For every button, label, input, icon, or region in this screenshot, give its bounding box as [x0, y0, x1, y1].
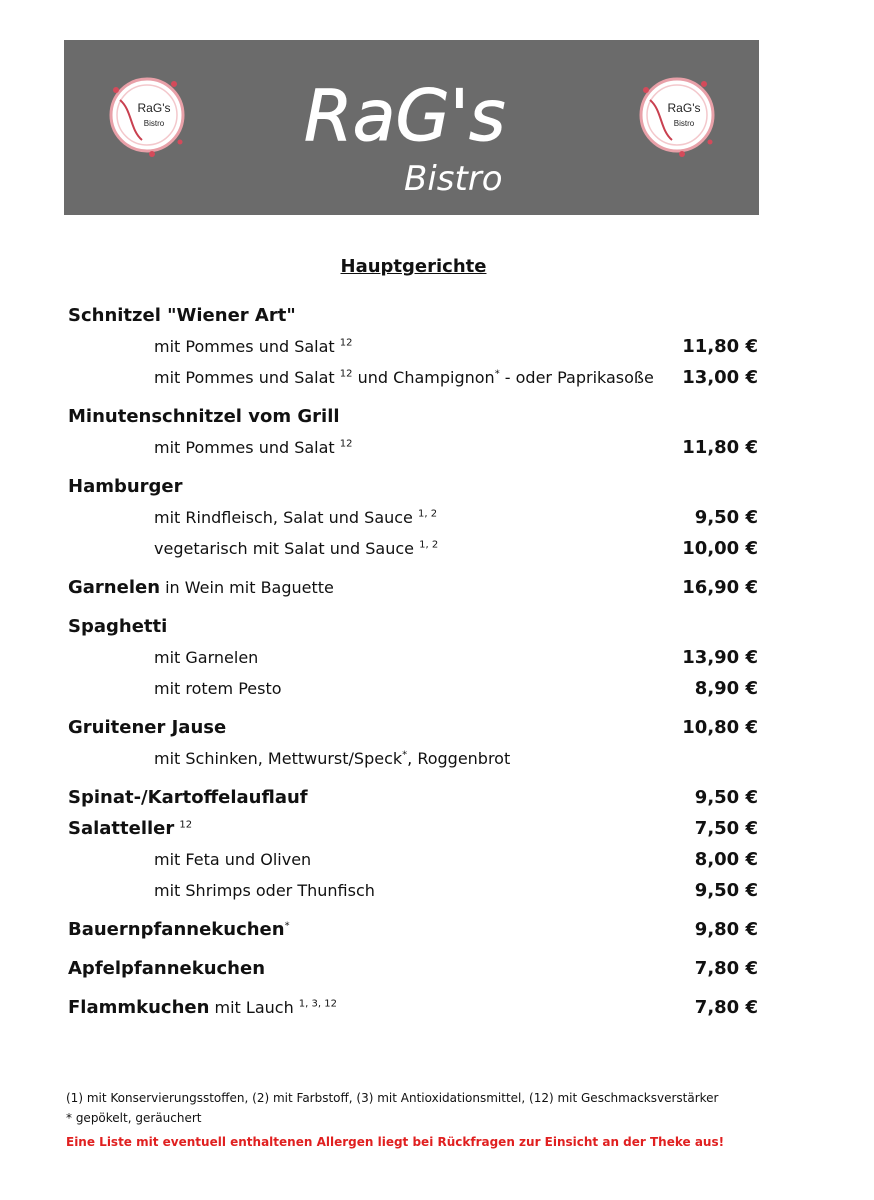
menu-subitem: [68, 875, 758, 906]
menu-item: [68, 300, 758, 331]
menu-item: [68, 813, 758, 844]
footnotes: [66, 1088, 786, 1128]
additive-ref: 1, 3, 12: [298, 998, 337, 1010]
menu-list: [68, 300, 758, 1023]
item-description: mit Lauch: [214, 998, 294, 1017]
subitem-text: mit Schinken, Mettwurst/Speck: [154, 749, 403, 768]
item-price: 10,00 €: [682, 538, 758, 559]
item-name: Spinat-/Kartoffelauflauf: [68, 787, 308, 808]
menu-subitem: [68, 362, 758, 393]
item-price: 9,50 €: [694, 787, 758, 808]
additive-ref-2: *: [494, 368, 500, 380]
item-price: 7,80 €: [694, 997, 758, 1018]
header-banner: [64, 40, 759, 215]
menu-item: [68, 712, 758, 743]
logo-text: RaG's: [304, 75, 506, 157]
item-description: in Wein mit Baguette: [165, 578, 334, 597]
item-price: 8,00 €: [694, 849, 758, 870]
item-name: Minutenschnitzel vom Grill: [68, 406, 340, 427]
menu-item: [68, 992, 758, 1023]
menu-subitem: [68, 642, 758, 673]
emblem-subtext: Bistro: [143, 119, 165, 128]
item-name: Hamburger: [68, 476, 183, 497]
item-name: Salatteller: [68, 818, 175, 839]
additive-ref: 12: [179, 819, 193, 831]
menu-item: [68, 572, 758, 603]
item-price: 13,00 €: [682, 367, 758, 388]
menu-subitem: [68, 533, 758, 564]
menu-subitem: [68, 502, 758, 533]
subitem-text: mit Garnelen: [154, 648, 259, 667]
item-name: Garnelen: [68, 577, 161, 598]
additive-ref: 12: [339, 438, 353, 450]
additive-ref: 1, 2: [419, 539, 439, 551]
menu-subitem: [68, 844, 758, 875]
subitem-text-2: , Roggenbrot: [407, 749, 511, 768]
bistro-emblem-right: [632, 70, 722, 160]
menu-subitem: [68, 331, 758, 362]
bistro-logo: [294, 52, 534, 202]
section-title: Hauptgerichte: [340, 256, 487, 277]
asterisk-legend: * gepökelt, geräuchert: [66, 1111, 202, 1125]
subitem-text: mit Pommes und Salat: [154, 337, 335, 356]
item-price: 11,80 €: [682, 437, 758, 458]
item-price: 9,80 €: [694, 919, 758, 940]
emblem-text: RaG's: [667, 101, 701, 115]
subitem-text: mit rotem Pesto: [154, 679, 282, 698]
item-price: 8,90 €: [694, 678, 758, 699]
subitem-text: mit Rindfleisch, Salat und Sauce: [154, 508, 413, 527]
item-price: 10,80 €: [682, 717, 758, 738]
subitem-text-3: - oder Paprikasoße: [504, 368, 654, 387]
allergen-notice: Eine Liste mit eventuell enthaltenen Allergen liegt bei Rückfragen zur Einsicht an der Theke aus!: [66, 1135, 725, 1149]
item-name: Schnitzel "Wiener Art": [68, 305, 296, 326]
item-name: Flammkuchen: [68, 997, 210, 1018]
item-price: 7,50 €: [694, 818, 758, 839]
additives-legend: (1) mit Konservierungsstoffen, (2) mit Farbstoff, (3) mit Antioxidationsmittel, (12) mit Geschmacksverstärker: [66, 1091, 719, 1105]
item-price: 9,50 €: [694, 507, 758, 528]
additive-ref: *: [402, 749, 408, 761]
menu-item: [68, 471, 758, 502]
item-price: 13,90 €: [682, 647, 758, 668]
emblem-subtext: Bistro: [673, 119, 695, 128]
menu-subitem: [68, 673, 758, 704]
menu-item: [68, 401, 758, 432]
menu-subitem: [68, 743, 758, 774]
menu-item: [68, 914, 758, 945]
item-name: Apfelpfannekuchen: [68, 958, 266, 979]
item-price: 9,50 €: [694, 880, 758, 901]
additive-ref: 12: [339, 337, 353, 349]
bistro-emblem-left: [102, 70, 192, 160]
item-price: 16,90 €: [682, 577, 758, 598]
subitem-text: mit Pommes und Salat: [154, 438, 335, 457]
subitem-text: mit Feta und Oliven: [154, 850, 312, 869]
menu-subitem: [68, 432, 758, 463]
menu-item: [68, 611, 758, 642]
logo-subtext: Bistro: [404, 159, 503, 199]
subitem-text: mit Pommes und Salat: [154, 368, 335, 387]
item-name: Spaghetti: [68, 616, 168, 637]
emblem-text: RaG's: [137, 101, 171, 115]
additive-ref: 12: [339, 368, 353, 380]
subitem-text: mit Shrimps oder Thunfisch: [154, 881, 375, 900]
additive-ref: 1, 2: [418, 508, 438, 520]
additive-ref: *: [284, 920, 290, 932]
item-name: Bauernpfannekuchen: [68, 919, 285, 940]
subitem-text-2: und Champignon: [357, 368, 495, 387]
item-price: 7,80 €: [694, 958, 758, 979]
menu-item: [68, 953, 758, 984]
item-price: 11,80 €: [682, 336, 758, 357]
item-name: Gruitener Jause: [68, 717, 227, 738]
menu-item: [68, 782, 758, 813]
subitem-text: vegetarisch mit Salat und Sauce: [154, 539, 414, 558]
